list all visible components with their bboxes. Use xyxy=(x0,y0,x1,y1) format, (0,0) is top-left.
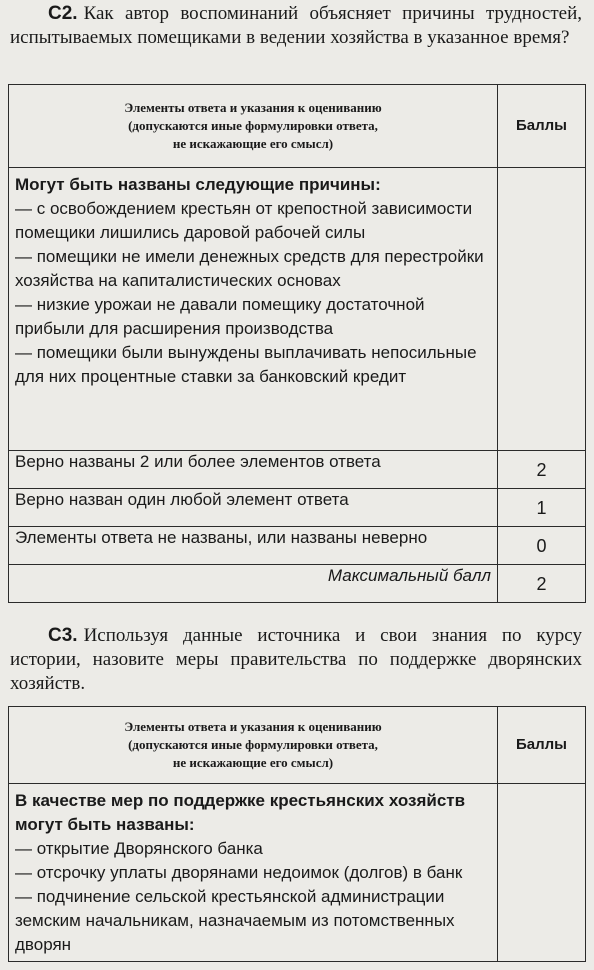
question-c2 xyxy=(10,2,582,50)
criterion-label: Верно назван один любой элемент ответа xyxy=(9,489,498,527)
question-c3-number: С3. xyxy=(48,625,78,646)
table-row xyxy=(9,489,586,527)
criteria-table-c3 xyxy=(8,706,586,962)
max-score-row xyxy=(9,565,586,603)
answer-elements-row xyxy=(9,168,586,451)
answer-elements-score-cell xyxy=(498,784,586,962)
list-item: — низкие урожаи не давали помещику достаточной прибыли для расширения производства xyxy=(15,295,425,338)
question-c2-text: Как автор воспоминаний объясняет причины трудностей, испытываемых помещиками в ведении хозяйства в указанное время? xyxy=(10,3,582,48)
answer-elements-list xyxy=(15,197,491,389)
answer-elements-list xyxy=(15,837,491,957)
criteria-header-line: Элементы ответа и указания к оцениванию xyxy=(124,719,382,734)
answer-elements-score-cell xyxy=(498,168,586,451)
table-row xyxy=(9,451,586,489)
answer-elements-cell xyxy=(9,784,498,962)
score-header: Баллы xyxy=(498,85,586,168)
max-score-label: Максимальный балл xyxy=(9,565,498,603)
list-item: — с освобождением крестьян от крепостной зависимости помещики лишились даровой рабочей силы xyxy=(15,199,473,242)
list-item: — помещики были вынуждены выплачивать непосильные для них процентные ставки за банковский кредит xyxy=(15,343,477,386)
criterion-label: Верно названы 2 или более элементов ответа xyxy=(9,451,498,489)
question-c3-text: Используя данные источника и свои знания по курсу истории, назовите меры правительства по поддержке дворянских хозяйств. xyxy=(10,625,582,694)
criteria-header-line: (допускаются иные формулировки ответа, xyxy=(128,118,378,133)
answer-elements-row xyxy=(9,784,586,962)
criteria-header-line: не искажающие его смысл) xyxy=(172,136,334,151)
table-row xyxy=(9,527,586,565)
score-header: Баллы xyxy=(498,707,586,784)
list-item: — отсрочку уплаты дворянами недоимок (долгов) в банк xyxy=(15,863,463,882)
criteria-header-line: Элементы ответа и указания к оцениванию xyxy=(124,100,382,115)
list-item: — помещики не имели денежных средств для перестройки хозяйства на капиталистических основах xyxy=(15,247,484,290)
criterion-score: 1 xyxy=(498,489,586,527)
criteria-header-line: не искажающие его смысл) xyxy=(172,755,334,770)
criteria-header xyxy=(9,85,498,168)
list-item: — подчинение сельской крестьянской администрации земским начальникам, назначаемым из потомственных дворян xyxy=(15,887,455,954)
answer-elements-cell xyxy=(9,168,498,451)
criterion-score: 0 xyxy=(498,527,586,565)
question-c3 xyxy=(10,624,582,696)
list-item: — открытие Дворянского банка xyxy=(15,839,263,858)
criterion-score: 2 xyxy=(498,451,586,489)
max-score-value: 2 xyxy=(498,565,586,603)
answer-elements-title: В качестве мер по поддержке крестьянских хозяйств могут быть названы: xyxy=(15,791,466,834)
criteria-table-c2 xyxy=(8,84,586,603)
answer-elements-title: Могут быть названы следующие причины: xyxy=(15,175,381,194)
table-header-row xyxy=(9,707,586,784)
question-c2-number: С2. xyxy=(48,3,78,24)
table-header-row xyxy=(9,85,586,168)
criteria-header xyxy=(9,707,498,784)
criteria-header-line: (допускаются иные формулировки ответа, xyxy=(128,737,378,752)
criterion-label: Элементы ответа не названы, или названы неверно xyxy=(9,527,498,565)
